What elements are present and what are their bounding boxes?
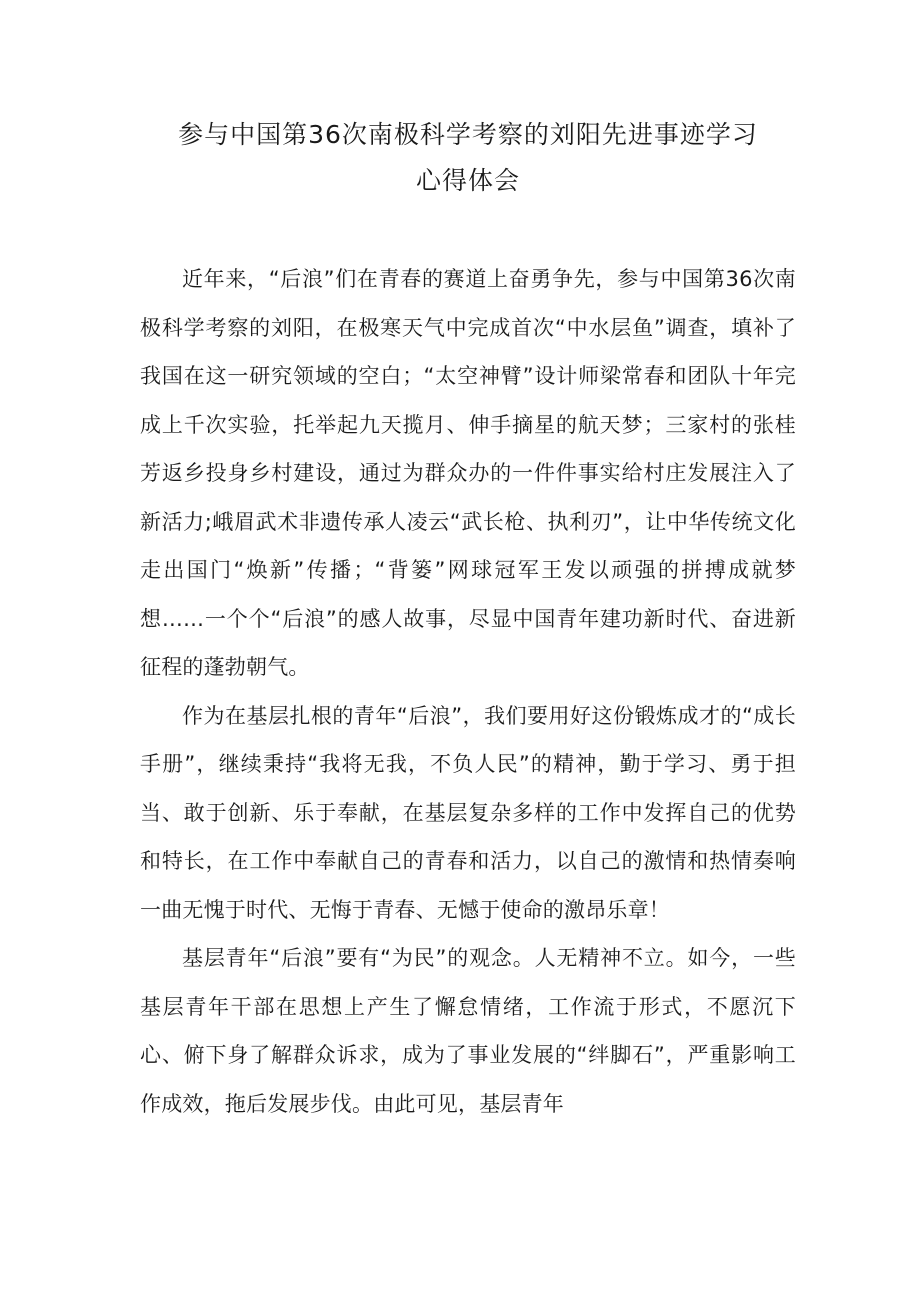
title-line-1: 参与中国第36次南极科学考察的刘阳先进事迹学习: [178, 120, 758, 149]
document-body: [140, 255, 796, 1128]
paragraph-2: 作为在基层扎根的青年“后浪”，我们要用好这份锻炼成才的“成长手册”，继续秉持“我将无我，不负人民”的精神，勤于学习、勇于担当、敢于创新、乐于奉献，在基层复杂多样的工作中发挥自己的优势和特长，在工作中奉献自己的青春和活力，以自己的激情和热情奏响一曲无愧于时代、无悔于青春、无憾于使命的激昂乐章！: [140, 703, 796, 922]
paragraph-1: 近年来，“后浪”们在青春的赛道上奋勇争先，参与中国第36次南极科学考察的刘阳，在极寒天气中完成首次“中水层鱼”调查，填补了我国在这一研究领域的空白；“太空神臂”设计师梁常春和团队十年完成上千次实验，托举起九天揽月、伸手摘星的航天梦；三家村的张桂芳返乡投身乡村建设，通过为群众办的一件件事实给村庄发展注入了新活力;峨眉武术非遗传承人凌云“武长枪、执利刃”，让中华传统文化走出国门“焕新”传播；“背篓”网球冠军王发以顽强的拼搏成就梦想……一个个“后浪”的感人故事，尽显中国青年建功新时代、奋进新征程的蓬勃朝气。: [140, 267, 796, 679]
document-title: [140, 112, 796, 204]
title-line-2: 心得体会: [415, 166, 520, 195]
paragraph-3: 基层青年“后浪”要有“为民”的观念。人无精神不立。如今，一些基层青年干部在思想上产生了懈怠情绪，工作流于形式，不愿沉下心、俯下身了解群众诉求，成为了事业发展的“绊脚石”，严重影响工作成效，拖后发展步伐。由此可见，基层青年: [140, 946, 796, 1116]
